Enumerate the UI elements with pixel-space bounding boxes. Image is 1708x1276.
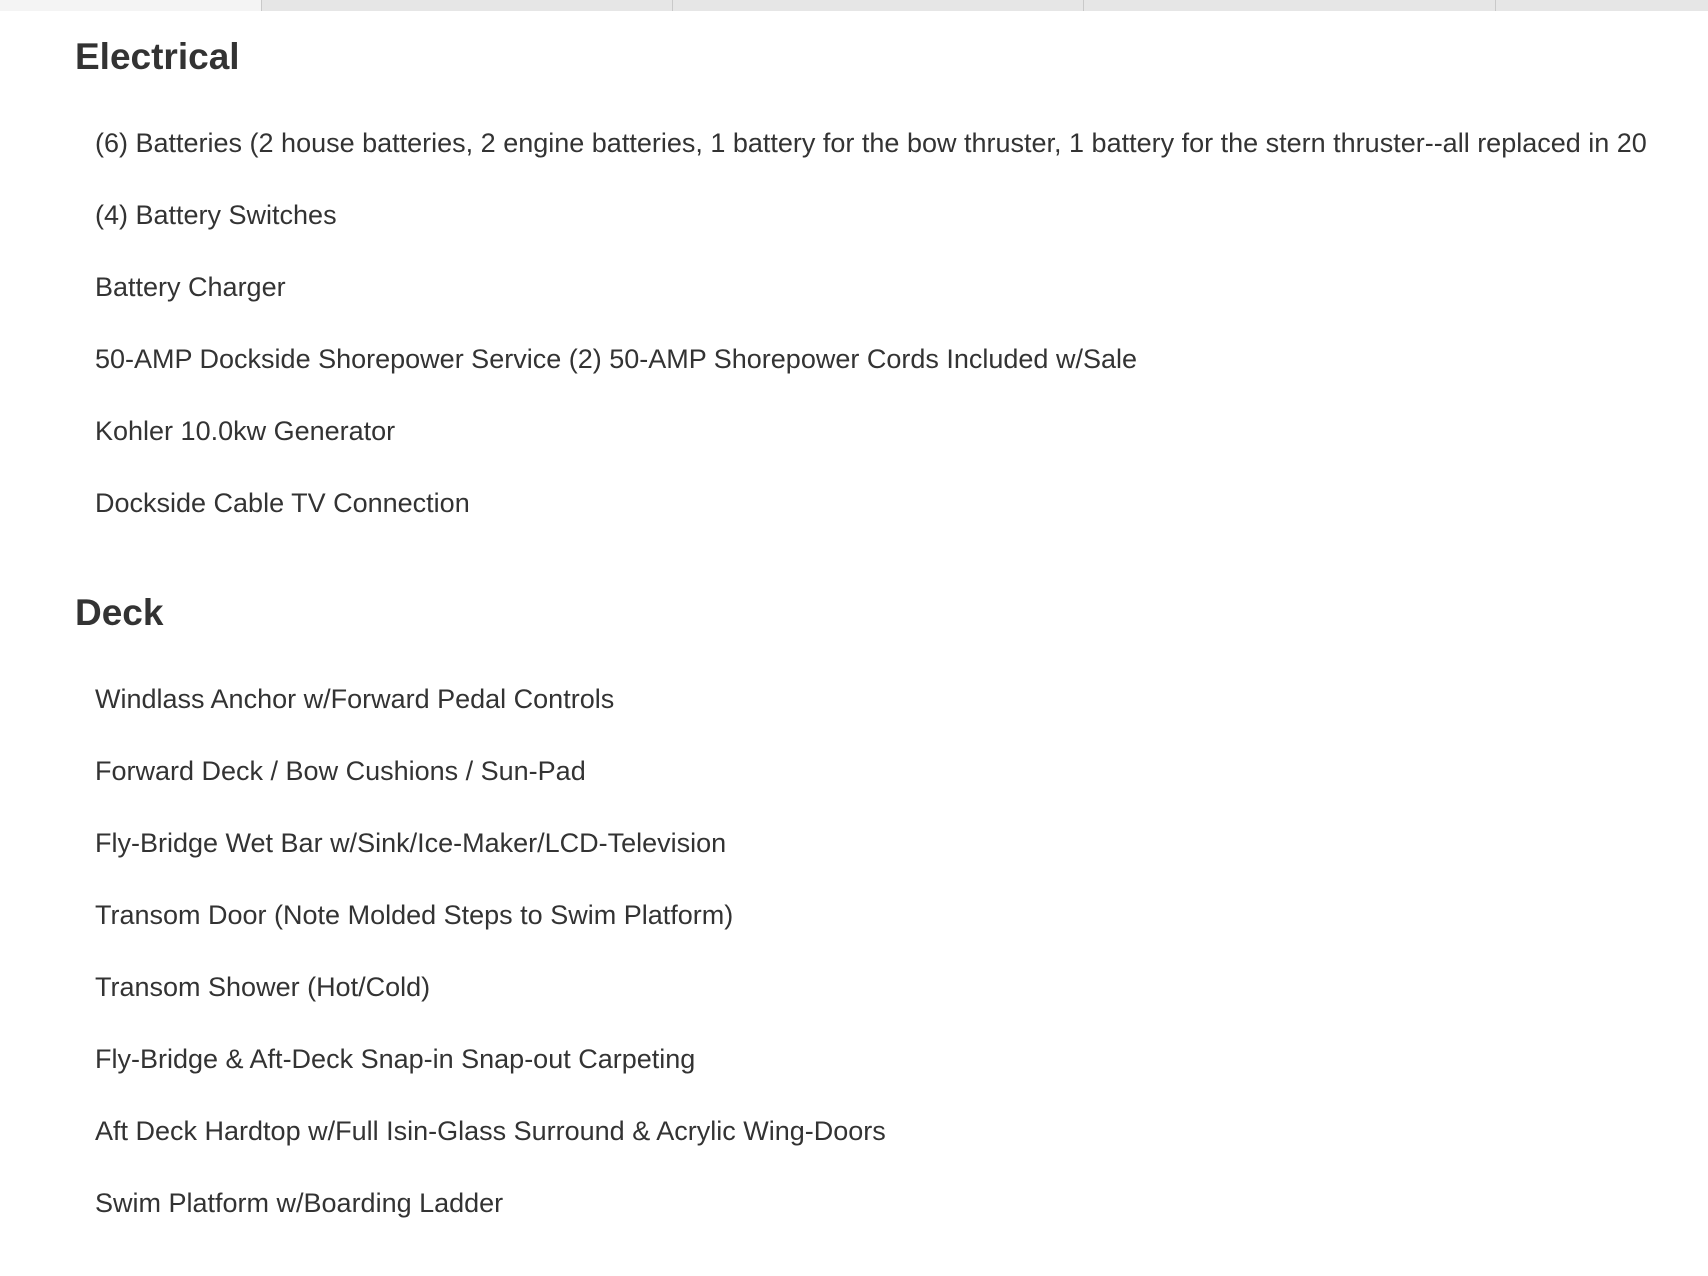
tab-2[interactable]: [262, 0, 673, 11]
tab-5[interactable]: [1496, 0, 1708, 11]
list-item: 50-AMP Dockside Shorepower Service (2) 50-AMP Shorepower Cords Included w/Sale: [95, 344, 1137, 374]
list-item: Fly-Bridge Wet Bar w/Sink/Ice-Maker/LCD-Television: [95, 828, 727, 858]
tab-1[interactable]: [0, 0, 262, 11]
electrical-heading: Electrical: [75, 36, 240, 77]
list-item: Windlass Anchor w/Forward Pedal Controls: [95, 684, 615, 714]
list-item: Dockside Cable TV Connection: [95, 488, 470, 518]
list-item: Swim Platform w/Boarding Ladder: [95, 1188, 504, 1218]
list-item: Battery Charger: [95, 272, 286, 302]
list-item: (6) Batteries (2 house batteries, 2 engine batteries, 1 battery for the bow thruster, 1 battery for the stern thruster--all replaced in 20: [95, 128, 1647, 158]
tab-strip: [0, 0, 1708, 11]
deck-list: [95, 683, 886, 1259]
deck-heading: Deck: [75, 592, 164, 633]
electrical-list: [95, 127, 1647, 559]
tab-3[interactable]: [673, 0, 1084, 11]
list-item: Transom Shower (Hot/Cold): [95, 972, 431, 1002]
list-item: Transom Door (Note Molded Steps to Swim Platform): [95, 900, 734, 930]
list-item: Forward Deck / Bow Cushions / Sun-Pad: [95, 756, 586, 786]
spec-content: [0, 11, 1708, 1276]
list-item: Kohler 10.0kw Generator: [95, 416, 396, 446]
list-item: Fly-Bridge & Aft-Deck Snap-in Snap-out Carpeting: [95, 1044, 696, 1074]
list-item: (4) Battery Switches: [95, 200, 337, 230]
tab-4[interactable]: [1084, 0, 1496, 11]
list-item: Aft Deck Hardtop w/Full Isin-Glass Surround & Acrylic Wing-Doors: [95, 1116, 886, 1146]
